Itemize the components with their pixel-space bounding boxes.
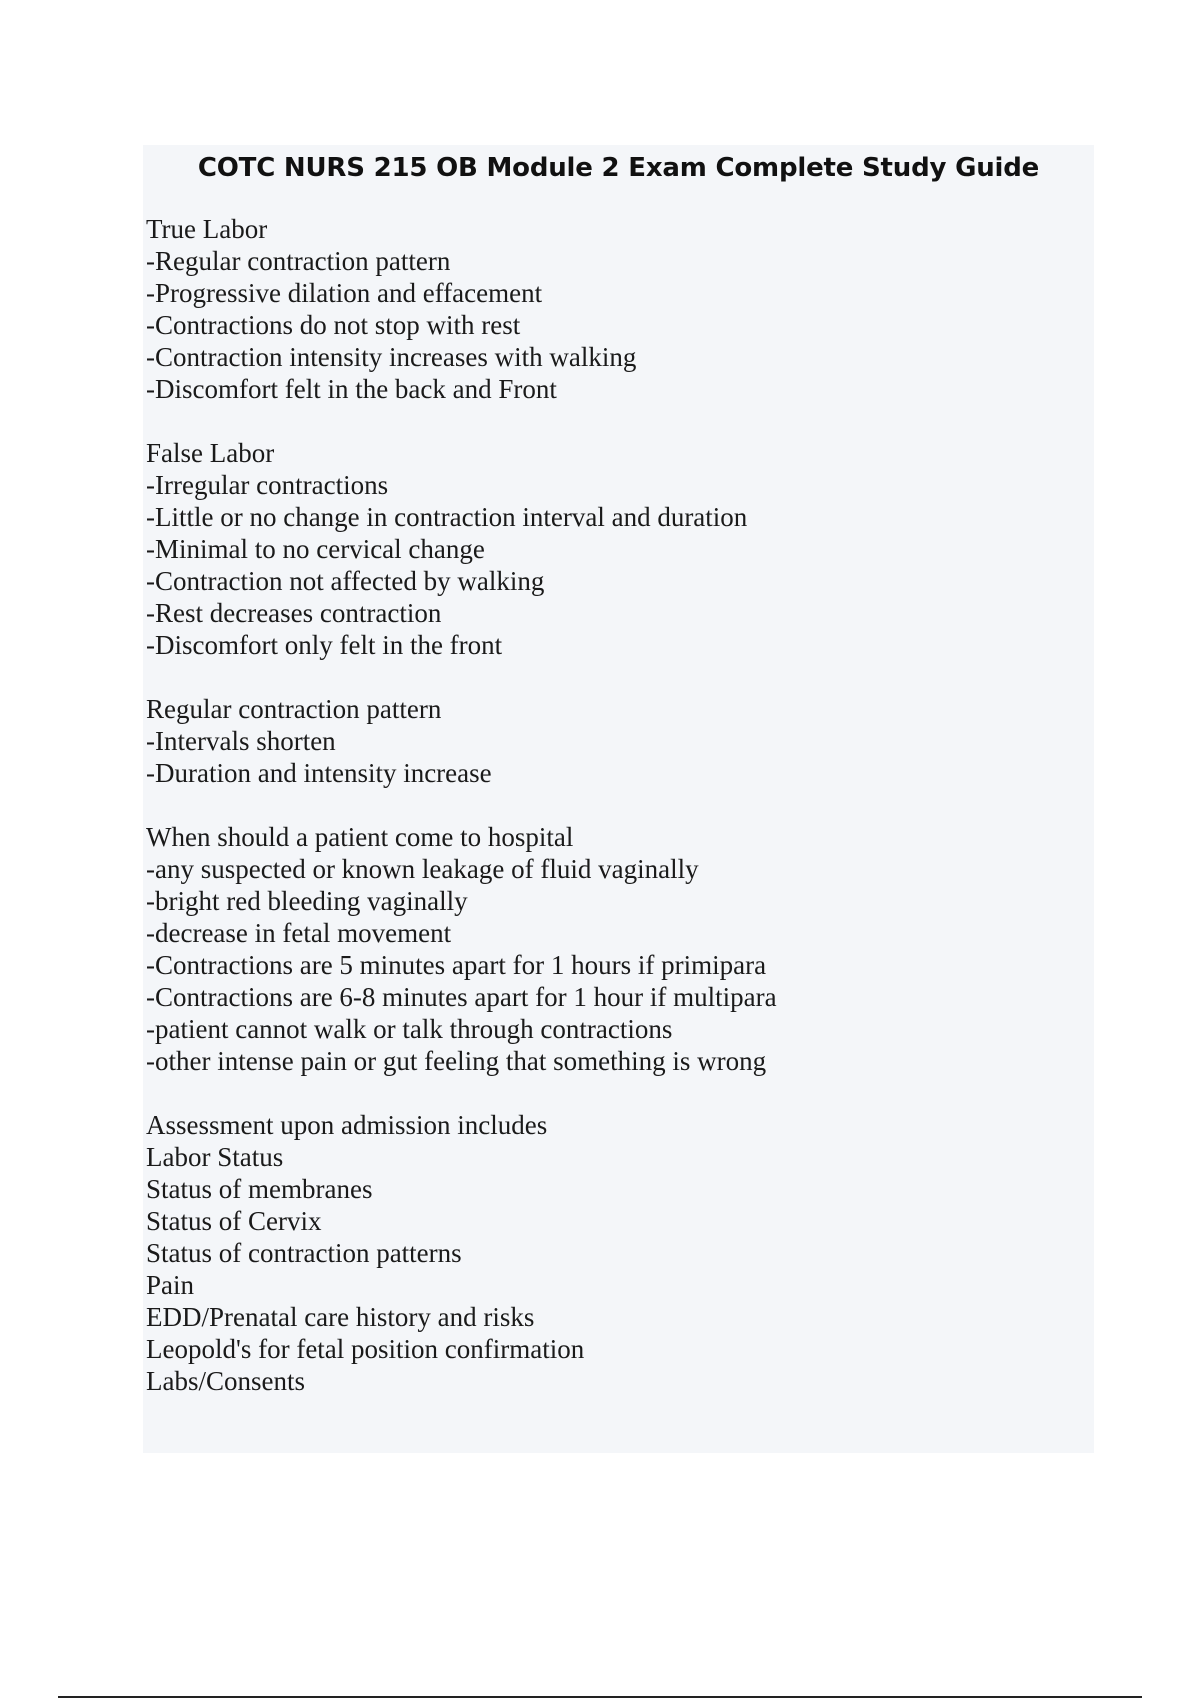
document-title: COTC NURS 215 OB Module 2 Exam Complete Study Guide	[197, 153, 1040, 183]
list-item: -Contractions do not stop with rest	[146, 310, 521, 340]
list-item: Status of Cervix	[146, 1206, 322, 1236]
list-item: -Irregular contractions	[146, 470, 389, 500]
list-item: -Contraction not affected by walking	[146, 566, 545, 596]
section-true-labor	[146, 213, 1086, 405]
section-assessment-upon-admission	[146, 1109, 1086, 1397]
section-heading: When should a patient come to hospital	[146, 822, 574, 852]
section-heading: Assessment upon admission includes	[146, 1110, 548, 1140]
list-item: -Rest decreases contraction	[146, 598, 442, 628]
section-heading: Regular contraction pattern	[146, 694, 442, 724]
list-item: Labs/Consents	[146, 1366, 305, 1396]
list-item: Leopold's for fetal position confirmation	[146, 1334, 585, 1364]
list-item: -Contraction intensity increases with walking	[146, 342, 637, 372]
list-item: -decrease in fetal movement	[146, 918, 452, 948]
section-regular-contraction-pattern	[146, 693, 1086, 789]
list-item: Labor Status	[146, 1142, 284, 1172]
list-item: -Discomfort felt in the back and Front	[146, 374, 557, 404]
list-item: -other intense pain or gut feeling that something is wrong	[146, 1046, 767, 1076]
list-item: -Discomfort only felt in the front	[146, 630, 503, 660]
list-item: -Progressive dilation and effacement	[146, 278, 543, 308]
list-item: -bright red bleeding vaginally	[146, 886, 468, 916]
list-item: -Contractions are 6-8 minutes apart for 1 hour if multipara	[146, 982, 777, 1012]
section-when-to-come-to-hospital	[146, 821, 1086, 1077]
document-body	[146, 213, 1086, 1429]
list-item: -Minimal to no cervical change	[146, 534, 485, 564]
list-item: EDD/Prenatal care history and risks	[146, 1302, 535, 1332]
list-item: -any suspected or known leakage of fluid vaginally	[146, 854, 699, 884]
list-item: -Regular contraction pattern	[146, 246, 451, 276]
footer-divider	[58, 1696, 1142, 1698]
list-item: -patient cannot walk or talk through contractions	[146, 1014, 673, 1044]
list-item: -Little or no change in contraction interval and duration	[146, 502, 748, 532]
content-panel	[143, 145, 1094, 1453]
list-item: -Contractions are 5 minutes apart for 1 hours if primipara	[146, 950, 767, 980]
section-false-labor	[146, 437, 1086, 661]
section-heading: True Labor	[146, 214, 268, 244]
section-heading: False Labor	[146, 438, 275, 468]
list-item: Status of membranes	[146, 1174, 373, 1204]
list-item: -Duration and intensity increase	[146, 758, 492, 788]
list-item: Status of contraction patterns	[146, 1238, 462, 1268]
list-item: Pain	[146, 1270, 195, 1300]
list-item: -Intervals shorten	[146, 726, 336, 756]
